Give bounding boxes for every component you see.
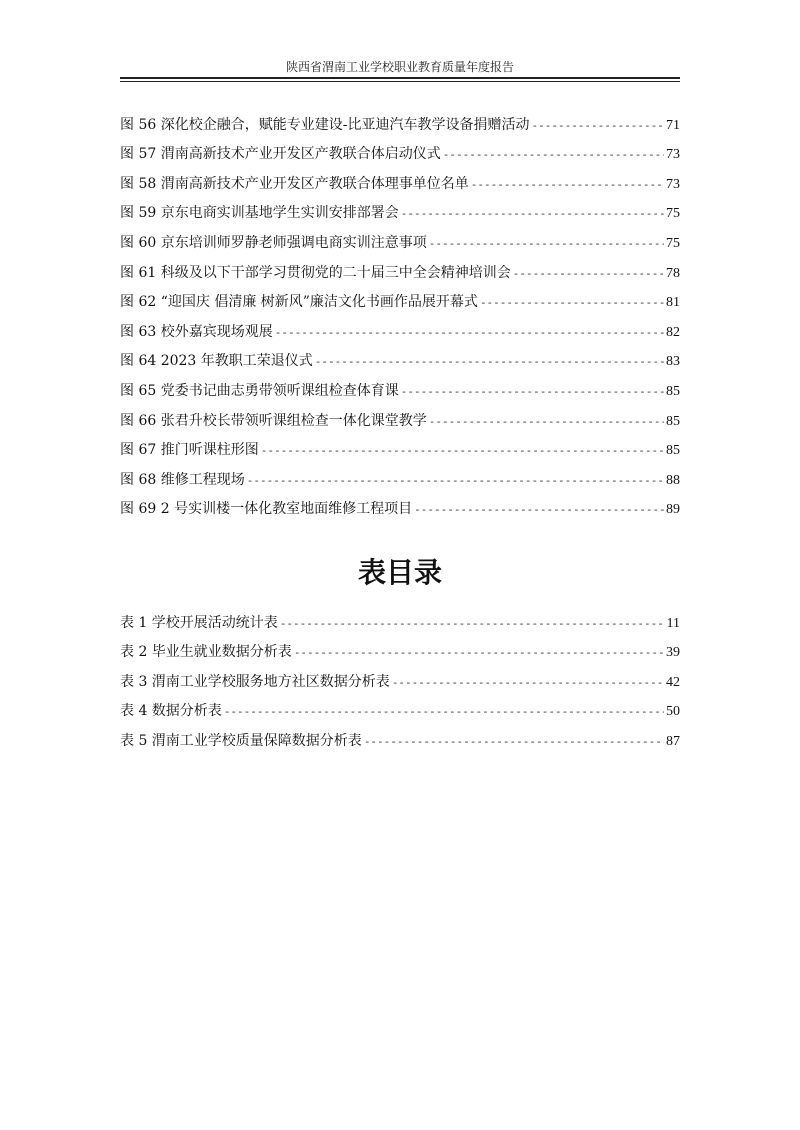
entry-page: 82 [666, 324, 680, 340]
entry-page: 39 [666, 645, 680, 661]
entry-label: 表 4 数据分析表 [120, 703, 222, 720]
running-header: 陕西省渭南工业学校职业教育质量年度报告 [285, 60, 514, 74]
figure-entry[interactable] [120, 134, 680, 164]
dot-leader [480, 296, 664, 311]
figure-entry[interactable] [120, 252, 680, 282]
dot-leader [247, 474, 664, 489]
dot-leader [315, 355, 664, 370]
dot-leader [429, 415, 664, 430]
figure-entry[interactable] [120, 282, 680, 312]
entry-label: 表 1 学校开展活动统计表 [120, 614, 278, 631]
figure-entry[interactable] [120, 400, 680, 430]
figure-entry[interactable] [120, 104, 680, 134]
figure-entry[interactable] [120, 370, 680, 400]
entry-page: 50 [666, 704, 680, 720]
dot-leader [471, 178, 664, 193]
entry-page: 71 [666, 117, 680, 133]
dot-leader [401, 207, 664, 222]
dot-leader [364, 735, 664, 750]
dot-leader [429, 237, 664, 252]
entry-label: 图 60 京东培训师罗静老师强调电商实训注意事项 [120, 234, 427, 251]
figure-entry[interactable] [120, 163, 680, 193]
table-entry[interactable] [120, 632, 680, 662]
entry-label: 图 69 2 号实训楼一体化教室地面维修工程项目 [120, 501, 413, 518]
entry-page: 75 [666, 235, 680, 251]
entry-label: 图 59 京东电商实训基地学生实训安排部署会 [120, 205, 399, 222]
entry-page: 87 [666, 733, 680, 749]
table-entry[interactable] [120, 720, 680, 750]
dot-leader [531, 119, 664, 134]
entry-label: 表 5 渭南工业学校质量保障数据分析表 [120, 732, 362, 749]
dot-leader [275, 326, 664, 341]
dot-leader [443, 148, 664, 163]
header-rule-thick [120, 77, 680, 79]
entry-label: 图 58 渭南高新技术产业开发区产教联合体理事单位名单 [120, 175, 469, 192]
entry-label: 表 2 毕业生就业数据分析表 [120, 644, 292, 661]
table-of-tables-heading: 表目录 [357, 556, 442, 589]
figure-entry[interactable] [120, 341, 680, 371]
entry-label: 图 67 推门听课柱形图 [120, 442, 259, 459]
dot-leader [261, 444, 664, 459]
figure-entry[interactable] [120, 193, 680, 223]
entry-page: 81 [666, 295, 680, 311]
figure-list [120, 104, 680, 518]
entry-page: 83 [666, 354, 680, 370]
header-rule-thin [120, 81, 680, 82]
dot-leader [224, 705, 664, 720]
entry-label: 图 62 “迎国庆 倡清廉 树新风”廉洁文化书画作品展开幕式 [120, 294, 478, 311]
dot-leader [401, 385, 664, 400]
figure-entry[interactable] [120, 459, 680, 489]
entry-page: 85 [666, 413, 680, 429]
entry-page: 85 [666, 383, 680, 399]
entry-label: 图 63 校外嘉宾现场观展 [120, 323, 273, 340]
entry-label: 图 61 科级及以下干部学习贯彻党的二十届三中全会精神培训会 [120, 264, 511, 281]
entry-label: 图 56 深化校企融合，赋能专业建设-比亚迪汽车教学设备捐赠活动 [120, 116, 530, 133]
entry-page: 75 [666, 206, 680, 222]
entry-page: 89 [666, 502, 680, 518]
table-entry[interactable] [120, 691, 680, 721]
entry-label: 图 66 张君升校长带领听课组检查一体化课堂教学 [120, 412, 427, 429]
entry-label: 表 3 渭南工业学校服务地方社区数据分析表 [120, 673, 390, 690]
entry-label: 图 65 党委书记曲志勇带领听课组检查体育课 [120, 382, 399, 399]
dot-leader [414, 503, 664, 518]
entry-page: 42 [666, 674, 680, 690]
dot-leader [294, 646, 664, 661]
figure-entry[interactable] [120, 222, 680, 252]
dot-leader [513, 267, 664, 282]
entry-page: 11 [666, 615, 680, 631]
table-entry[interactable] [120, 661, 680, 691]
entry-page: 78 [666, 265, 680, 281]
table-entry[interactable] [120, 602, 680, 632]
entry-label: 图 64 2023 年教职工荣退仪式 [120, 353, 313, 370]
figure-entry[interactable] [120, 489, 680, 519]
figure-entry[interactable] [120, 430, 680, 460]
entry-page: 88 [666, 472, 680, 488]
entry-label: 图 68 维修工程现场 [120, 471, 245, 488]
dot-leader [280, 617, 665, 632]
entry-label: 图 57 渭南高新技术产业开发区产教联合体启动仪式 [120, 146, 441, 163]
table-list [120, 602, 680, 750]
entry-page: 85 [666, 443, 680, 459]
dot-leader [392, 676, 664, 691]
entry-page: 73 [666, 147, 680, 163]
entry-page: 73 [666, 176, 680, 192]
figure-entry[interactable] [120, 311, 680, 341]
